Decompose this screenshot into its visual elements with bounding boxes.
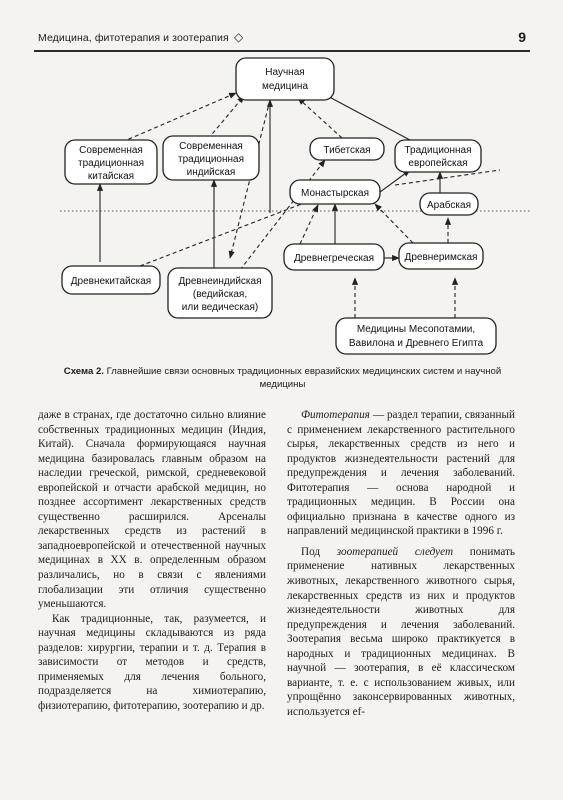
node-ancient-roman [399, 243, 483, 269]
phytotherapy-definition: — раздел терапии, связанный с применением лекарственного растительного сырья, лекарственных средств из него и продуктов жизнедеятельности растений для предупреждения и лечения заболеваний. Фитотерапия — основа народной и традиционных медицин. В России она официально признана в качестве одного из направлений медицинской практики в 1996 г. [287, 409, 515, 538]
node-modern-indian [163, 136, 259, 180]
left-text-column [38, 408, 266, 713]
term-phytotherapy: Фитотерапия [301, 409, 370, 421]
edge-tibetan-to-science [298, 98, 342, 138]
svg-text:Медицины Месопотамии,: Медицины Месопотамии, [356, 324, 476, 335]
svg-text:Современная: Современная [79, 145, 143, 156]
node-science-medicine [236, 58, 334, 100]
svg-text:или ведическая): или ведическая) [181, 302, 259, 313]
svg-text:европейская: европейская [408, 158, 468, 169]
zootherapy-lead: Под [301, 545, 337, 558]
edge-monastic-to-european [380, 170, 410, 192]
svg-text:медицина: медицина [261, 81, 309, 92]
diamond-icon: ◇ [234, 30, 244, 44]
node-modern-chinese [65, 140, 157, 184]
svg-text:китайская: китайская [87, 171, 135, 182]
svg-text:Монастырская: Монастырская [301, 188, 369, 199]
svg-text:(ведийская,: (ведийская, [192, 289, 248, 300]
diagram-nodes [62, 58, 496, 354]
edge-roman-to-monastic [375, 204, 413, 243]
node-mesopotamia [336, 318, 496, 354]
svg-text:Вавилона и Древнего Египта: Вавилона и Древнего Египта [348, 338, 484, 349]
svg-text:традиционная: традиционная [77, 158, 145, 169]
node-ancient-greek [284, 244, 384, 270]
paragraph-zootherapy [287, 545, 515, 720]
running-title: Медицина, фитотерапия и зоотерапия [38, 32, 229, 44]
svg-text:традиционная: традиционная [177, 154, 245, 165]
paragraph-left-1: даже в странах, где достаточно сильно влияние собственных традиционных медицин (Индия, Китай). Сначала формирующаяся научная медицина базировалась главным образом на наследии греческой, римской, средневековой европейской и отчасти арабской медицин, но позднее ассортимент лекарственных средств существенно расширился. Арсеналы лекарственных средств из растений в западноевропейской и отечественной научных медицинах в XX в. определенным образом различались, но в связи с явлениями глобализации эти отличия существенно уменьшаются. [38, 409, 266, 611]
node-monastic [290, 180, 380, 204]
svg-text:Тибетская: Тибетская [323, 145, 371, 156]
edge-european-to-science [320, 92, 410, 140]
zootherapy-definition: понимать применение нативных лекарственных животных, лекарственного животного сырья, лекарственных средств из них и продуктов жизнедеятельности животных для предупреждения и лечения заболеваний. Зоотерапия весьма широко практикуется в народных и традиционных медицинах. В научной — зоотерапия, в её классическом варианте, т. е. с использованием живых, или упрощённо законсервированных животных, используется ef- [287, 545, 515, 718]
edge-chinese-to-science [122, 93, 236, 142]
page-number: 9 [518, 29, 526, 45]
svg-text:Научная: Научная [265, 67, 305, 78]
svg-text:Древнеиндийская: Древнеиндийская [178, 276, 262, 287]
right-text-column [287, 408, 515, 719]
diagram-caption [60, 366, 505, 391]
node-ancient-chinese [62, 266, 160, 294]
node-european [395, 140, 481, 172]
svg-text:Древнегреческая: Древнегреческая [293, 253, 375, 264]
node-tibetan [310, 138, 384, 160]
paragraph-phytotherapy [287, 408, 515, 539]
svg-text:Современная: Современная [179, 141, 243, 152]
term-zootherapy: зоотерапией следует [336, 545, 454, 558]
caption-text: Главнейшие связи основных традиционных евразийских медицинских систем и научной медицины [106, 366, 502, 390]
node-arabic [420, 193, 478, 215]
svg-text:Древнекитайская: Древнекитайская [70, 276, 152, 287]
svg-text:Арабская: Арабская [427, 200, 471, 211]
node-ancient-indian [168, 268, 272, 318]
svg-text:Традиционная: Традиционная [404, 145, 472, 156]
caption-label: Схема 2. [63, 366, 104, 377]
paragraph-left-2: Как традиционные, так, разумеется, и научная медицины складываются из ряда разделов: хирургии, терапии и т. д. Терапия в зависимости от методов и средств, применяемых для лечения больного, подразделяется на химиотерапию, физиотерапию, фитотерапию, зоотерапию и др. [38, 612, 266, 712]
svg-text:индийская: индийская [186, 167, 236, 178]
svg-text:Древнеримская: Древнеримская [404, 252, 478, 263]
